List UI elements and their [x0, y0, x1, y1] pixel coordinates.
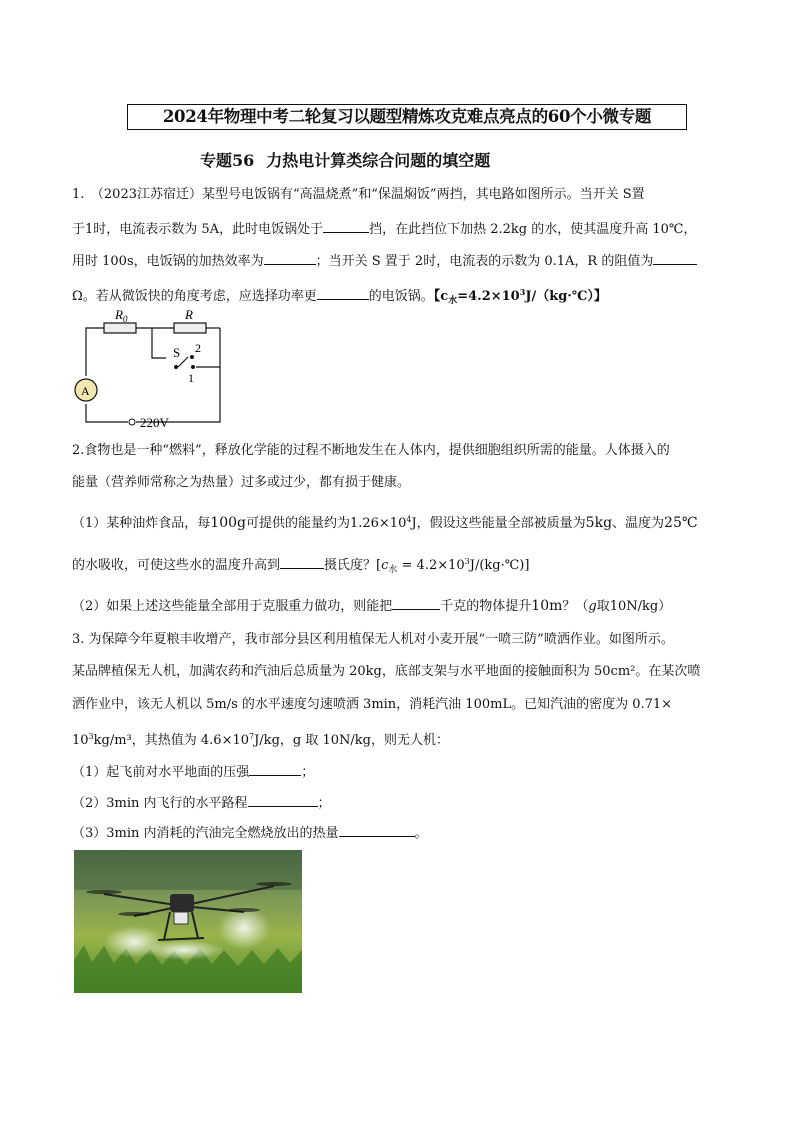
q2-line-1: 2.食物也是一种“燃料”，释放化学能的过程不断地发生在人体内，提供细胞组织所需的能量。人体摄入的 [72, 443, 670, 458]
switch-contact-1 [191, 365, 195, 369]
q3-text: （3）3min 内消耗的汽油完全燃烧放出的热量 [72, 826, 339, 841]
q1-text: Ω。若从微饭快的角度考虑，应选择功率更 [72, 289, 317, 304]
q3-answer-blank-1[interactable] [249, 761, 301, 776]
q2-line-5 [72, 595, 671, 616]
wire [136, 328, 220, 422]
q1-constant-part: =4.2×10 [457, 289, 520, 304]
q2-text: 摄氏度？[ [324, 558, 382, 573]
label-position-2: 2 [195, 341, 201, 355]
label-switch: S [173, 345, 181, 360]
q2-text: 3 [464, 557, 470, 566]
propeller [118, 912, 150, 916]
q3-answer-blank-2[interactable] [248, 792, 318, 807]
q1-text: 用时 100s，电饭锅的加热效率为 [72, 254, 264, 269]
q3-line-3: 洒作业中，该无人机以 5m/s 的水平速度匀速喷洒 3min，消耗汽油 100mL。已知汽油的密度为 0.71× [72, 697, 673, 712]
wire [86, 404, 128, 422]
document-title: 2024年物理中考二轮复习以题型精炼攻克难点亮点的60个小微专题 [127, 104, 687, 130]
ammeter-label: A [81, 384, 90, 398]
q2-text: 10N/kg [609, 599, 659, 614]
resistor-r [174, 323, 206, 333]
q2-text: ） [658, 599, 672, 614]
propeller [228, 908, 260, 912]
topic-number: 专题56 [200, 151, 255, 170]
spray-mist-center [144, 940, 224, 960]
q1-constant-part: 【c [433, 289, 449, 304]
q2-text: g [588, 599, 597, 614]
q3-text: ； [301, 765, 315, 780]
q2-answer-blank-1[interactable] [280, 554, 324, 569]
q1-answer-blank-4[interactable] [317, 285, 369, 300]
q2-answer-blank-2[interactable] [392, 595, 440, 610]
q2-text: 4 [406, 515, 412, 524]
label-r: R [185, 307, 193, 322]
q1-answer-blank-2[interactable] [264, 250, 316, 265]
q1-line-2 [72, 218, 696, 239]
q1-text: ；当开关 S 置于 2时，电流表的示数为 0.1A，R 的阻值为 [315, 254, 654, 269]
q3-part-1 [72, 761, 314, 782]
q1-text: 于1时，电流表示数为 5A，此时电饭锅处于 [72, 222, 324, 237]
q2-text: c [381, 558, 389, 573]
q3-text: J/kg，g 取 10N/kg，则无人机： [254, 733, 449, 748]
q1-constant-part: 3 [519, 287, 526, 297]
topic-subtitle [200, 148, 490, 171]
switch-contact-2 [190, 355, 194, 359]
drone-tank [174, 912, 188, 924]
label-voltage: 220V [140, 415, 169, 430]
q2-text: 千克的物体提升 [440, 599, 532, 614]
resistor-r0 [104, 323, 136, 333]
label-position-1: 1 [188, 371, 194, 385]
q1-text: 挡，在此挡位下加热 2.2kg 的水，使其温度升高 10℃， [369, 222, 697, 237]
q3-part-3 [72, 822, 428, 843]
q3-answer-blank-3[interactable] [339, 822, 415, 837]
q1-line-1: 1. （2023江苏宿迁）某型号电饭锅有“高温烧煮”和“保温焖饭”两挡，其电路如图所示。当开关 S置 [72, 187, 645, 202]
q2-line-4 [72, 553, 529, 579]
q3-line-4 [72, 728, 449, 750]
q3-text: kg/m³，其热值为 4.6×10 [93, 733, 249, 748]
wire [86, 328, 104, 376]
q2-text: = 4.2×10 [397, 558, 465, 573]
q1-answer-blank-1[interactable] [323, 218, 369, 233]
q2-text: J/(kg·℃)] [469, 558, 530, 573]
q2-text: 取 [596, 599, 610, 614]
terminal [129, 419, 135, 425]
q2-text: 25℃ [664, 515, 698, 531]
q2-text: 100g [210, 515, 246, 531]
q1-answer-blank-3[interactable] [653, 250, 697, 265]
q2-text: （2）如果上述这些能量全部用于克服重力做功，则能把 [72, 599, 393, 614]
q1-constant [434, 289, 607, 304]
drone-body [170, 894, 194, 912]
circuit-diagram [70, 300, 230, 436]
q3-text: 7 [249, 732, 255, 741]
q2-line-2: 能量（营养师常称之为热量）过多或过少，都有损于健康。 [72, 475, 411, 490]
q1-line-3 [72, 250, 697, 271]
drone-spraying-photo [74, 850, 302, 993]
q2-line-3 [72, 511, 698, 533]
topic-title: 力热电计算类综合问题的填空题 [266, 151, 491, 170]
q3-text: ； [317, 796, 331, 811]
q1-constant-part: J/（kg·℃）】 [525, 289, 607, 304]
spray-mist-right [218, 906, 270, 950]
q3-text: 10 [72, 733, 89, 748]
label-r0: $R_0$ [115, 307, 128, 324]
q3-text: （2）3min 内飞行的水平路程 [72, 796, 248, 811]
q3-text: 3 [88, 732, 94, 741]
q2-text: 10m [531, 598, 563, 614]
wire [152, 328, 166, 358]
q2-text: 5kg [585, 515, 613, 531]
q1-constant-part: 水 [448, 296, 458, 306]
q2-text: 水 [388, 565, 398, 575]
q3-line-2: 某品牌植保无人机，加满农药和汽油后总质量为 20kg，底部支架与水平地面的接触面积为 50cm²。在某次喷 [72, 664, 701, 679]
q2-text: 可提供的能量约为1.26×10 [245, 516, 407, 531]
propeller [86, 890, 122, 894]
q2-text: （1）某种油炸食品，每 [72, 516, 211, 531]
q3-text: （1）起飞前对水平地面的压强 [72, 765, 250, 780]
q1-text: 的电饭锅。 [368, 289, 434, 304]
q3-line-1: 3. 为保障今年夏粮丰收增产，我市部分县区利用植保无人机对小麦开展“一喷三防”喷洒作业。如图所示。 [72, 632, 674, 647]
q2-text: 的水吸收，可使这些水的温度升高到 [72, 558, 281, 573]
q3-text: 。 [414, 826, 428, 841]
propeller [256, 882, 292, 886]
q2-text: J，假设这些能量全部被质量为 [411, 516, 586, 531]
q3-part-2 [72, 792, 331, 813]
switch-pivot [174, 365, 178, 369]
q2-text: ？（ [562, 599, 589, 614]
q2-text: 、温度为 [612, 516, 665, 531]
